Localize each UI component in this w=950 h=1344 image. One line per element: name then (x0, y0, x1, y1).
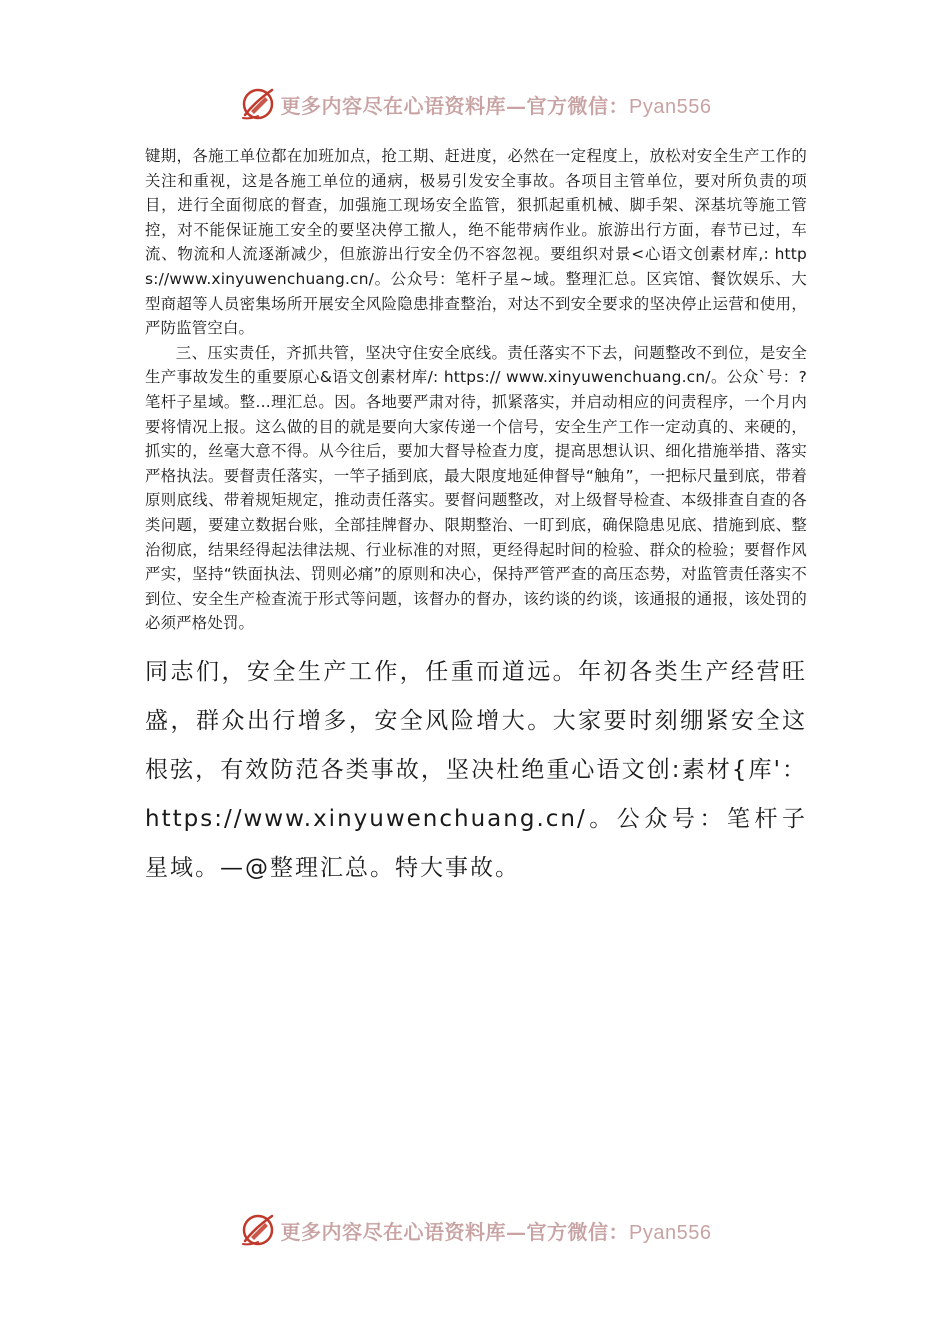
paragraph-3: 同志们，安全生产工作，任重而道远。年初各类生产经营旺盛，群众出行增多，安全风险增大。大家要时刻绷紧安全这根弦，有效防范各类事故，坚决杜绝重心语文创:素材{库'：https://www.xinyuwenchuang.cn/。公众号：笔杆子星域。—@整理汇总。特大事故。 (145, 658, 807, 881)
footer-banner (0, 1208, 950, 1252)
footer-banner-label: 更多内容尽在心语资料库—官方微信： (280, 1219, 630, 1244)
footer-banner-handle: Pyan556 (629, 1221, 712, 1244)
pen-logo-icon (239, 85, 277, 123)
paragraph-2: 三、压实责任，齐抓共管，坚决守住安全底线。责任落实不下去，问题整改不到位，是安全生产事故发生的重要原心&语文创素材库/: https:// www.xinyuwenchuang.cn/。公众`号：?笔杆子星域。整…理汇总。因。各地要严肃对待，抓紧落实，并启动相应的问责程序，一个月内要将情况上报。这么做的目的就是要向大家传递一个信号，安全生产工作一定动真的、来硬的，抓实的，丝毫大意不得。从今往后，要加大督导检查力度，提高思想认识、细化措施举措、落实严格执法。要督责任落实，一竿子插到底，最大限度地延伸督导“触角”，一把标尺量到底，带着原则底线、带着规矩规定，推动责任落实。要督问题整改，对上级督导检查、本级排查自查的各类问题，要建立数据台账，全部挂牌督办、限期整治、一盯到底，确保隐患见底、措施到底、整治彻底，结果经得起法律法规、行业标准的对照，更经得起时间的检验、群众的检验；要督作风严实，坚持“铁面执法、罚则必痛”的原则和决心，保持严管严查的高压态势，对监管责任落实不到位、安全生产检查流于形式等问题，该督办的督办，该约谈的约谈，该通报的通报，该处罚的必须严格处罚。 (145, 343, 807, 633)
header-banner-handle: Pyan556 (629, 95, 712, 118)
paragraph-1: 键期，各施工单位都在加班加点，抢工期、赶进度，必然在一定程度上，放松对安全生产工作的关注和重视，这是各施工单位的通病，极易引发安全事故。各项目主管单位，要对所负责的项目，进行全面彻底的督查，加强施工现场安全监管，狠抓起重机械、脚手架、深基坑等施工管控，对不能保证施工安全的要坚决停工撤人，绝不能带病作业。旅游出行方面，春节已过，车流、物流和人流逐渐减少，但旅游出行安全仍不容忽视。要组织对景<心语文创素材库,: https://www.xinyuwenchuang.cn/。公众号：笔杆子星~域。整理汇总。区宾馆、餐饮娱乐、大型商超等人员密集场所开展安全风险隐患排查整治，对达不到安全要求的坚决停止运营和使用，严防监管空白。 (145, 147, 807, 338)
pen-logo-icon (239, 1211, 277, 1249)
header-banner-text (281, 90, 712, 119)
header-banner-label: 更多内容尽在心语资料库—官方微信： (280, 93, 630, 118)
document-body (145, 144, 807, 916)
header-banner (0, 82, 950, 126)
footer-banner-text (281, 1216, 712, 1245)
